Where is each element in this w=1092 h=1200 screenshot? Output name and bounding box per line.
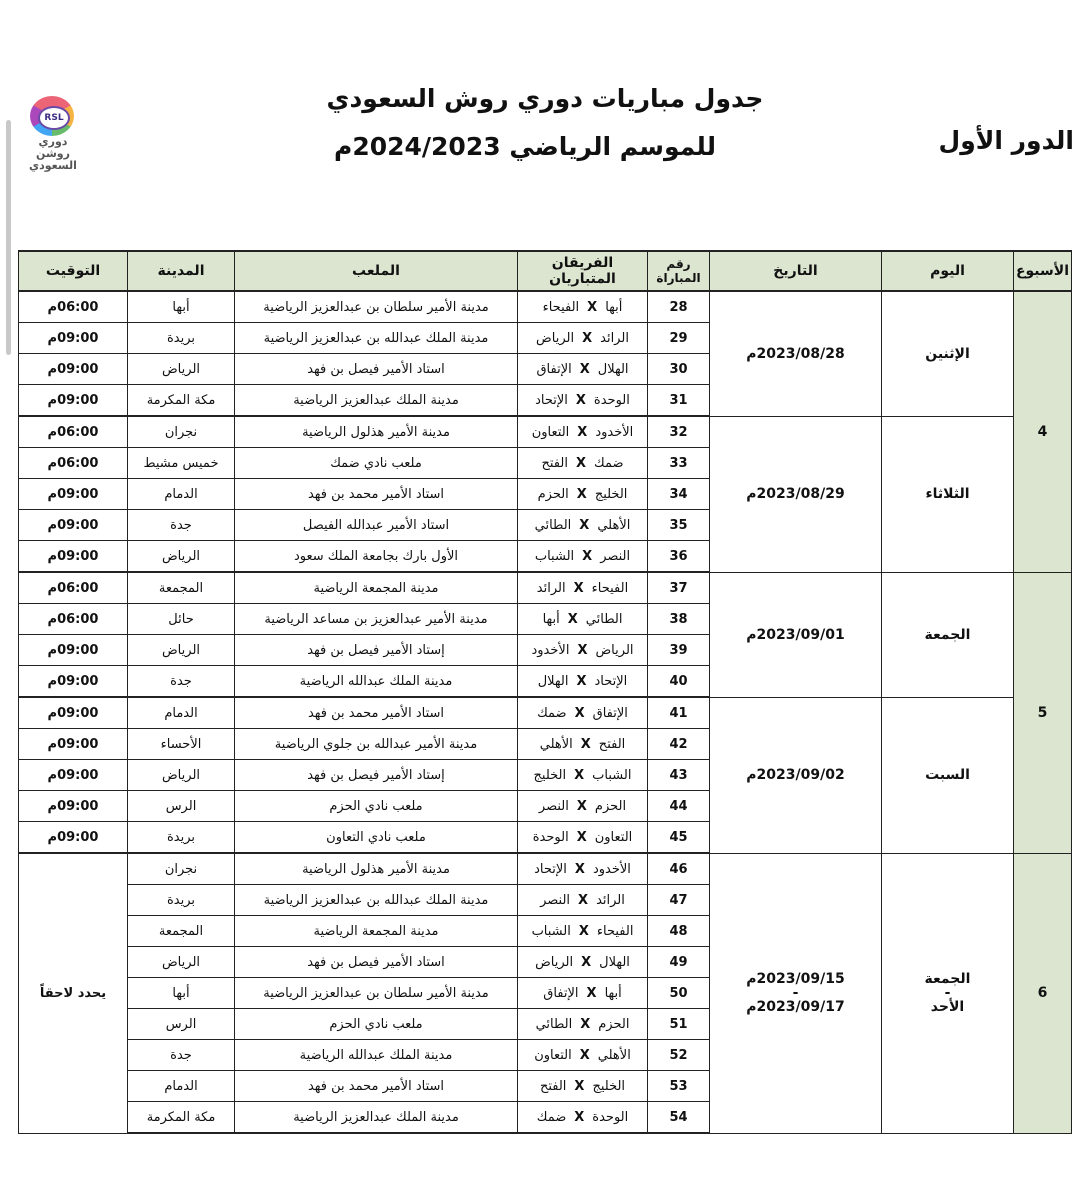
teams-cell	[518, 853, 648, 885]
time-cell: 09:00م	[19, 822, 128, 854]
stadium-cell: مدينة الأمير سلطان بن عبدالعزيز الرياضية	[235, 978, 518, 1009]
col-week: الأسبوع	[1014, 251, 1072, 291]
teams-cell	[518, 291, 648, 323]
home-team: الشباب	[592, 767, 632, 783]
match-number: 43	[648, 760, 710, 791]
home-team: الأخدود	[595, 424, 634, 440]
teams-cell	[518, 354, 648, 385]
stadium-cell: مدينة الملك عبدالله بن عبدالعزيز الرياضية	[235, 323, 518, 354]
city-cell: جدة	[128, 1040, 235, 1071]
city-cell: مكة المكرمة	[128, 385, 235, 417]
versus-mark: X	[574, 1078, 585, 1094]
away-team: التعاون	[531, 424, 570, 440]
home-team: الأخدود	[592, 861, 631, 877]
home-team: التعاون	[594, 829, 633, 845]
match-number: 54	[648, 1102, 710, 1134]
date-cell: 2023/08/29م	[710, 416, 882, 572]
city-cell: الرس	[128, 1009, 235, 1040]
versus-mark: X	[581, 954, 592, 970]
stadium-cell: ملعب نادي الحزم	[235, 791, 518, 822]
city-cell: جدة	[128, 510, 235, 541]
match-number: 36	[648, 541, 710, 573]
city-cell: خميس مشيط	[128, 448, 235, 479]
stadium-cell: استاد الأمير محمد بن فهد	[235, 479, 518, 510]
city-cell: جدة	[128, 666, 235, 698]
away-team: الهلال	[537, 673, 569, 689]
versus-mark: X	[580, 736, 591, 752]
teams-cell	[518, 885, 648, 916]
teams-cell	[518, 510, 648, 541]
stadium-cell: استاد الأمير فيصل بن فهد	[235, 354, 518, 385]
teams-cell	[518, 479, 648, 510]
time-cell: 06:00م	[19, 448, 128, 479]
teams-cell	[518, 448, 648, 479]
versus-mark: X	[578, 923, 589, 939]
away-team: الرياض	[535, 954, 574, 970]
match-number: 44	[648, 791, 710, 822]
time-cell: 09:00م	[19, 635, 128, 666]
home-team: الخليج	[592, 1078, 626, 1094]
city-cell: نجران	[128, 416, 235, 448]
city-cell: حائل	[128, 604, 235, 635]
match-number: 38	[648, 604, 710, 635]
stadium-cell: إستاد الأمير فيصل بن فهد	[235, 635, 518, 666]
round-label: الدور الأول	[938, 126, 1074, 155]
versus-mark: X	[579, 517, 590, 533]
logo-name: دوري روشن السعودي	[29, 135, 77, 172]
scrollbar[interactable]	[6, 120, 11, 355]
city-cell: الرس	[128, 791, 235, 822]
day-cell: السبت	[882, 697, 1014, 853]
table-row	[19, 853, 1072, 885]
table-row	[19, 697, 1072, 729]
time-cell: 09:00م	[19, 729, 128, 760]
match-number: 34	[648, 479, 710, 510]
stadium-cell: مدينة الملك عبدالله بن عبدالعزيز الرياضية	[235, 885, 518, 916]
away-team: ضمك	[536, 1109, 567, 1125]
time-cell: 06:00م	[19, 291, 128, 323]
col-date: التاريخ	[710, 251, 882, 291]
versus-mark: X	[582, 548, 593, 564]
away-team: النصر	[540, 892, 571, 908]
stadium-cell: استاد الأمير فيصل بن فهد	[235, 947, 518, 978]
stadium-cell: مدينة المجمعة الرياضية	[235, 572, 518, 604]
match-number: 50	[648, 978, 710, 1009]
teams-cell	[518, 1040, 648, 1071]
stadium-cell: مدينة الأمير عبدالعزيز بن مساعد الرياضية	[235, 604, 518, 635]
away-team: الرائد	[536, 580, 566, 596]
day-cell: الإثنين	[882, 291, 1014, 416]
away-team: الطائي	[535, 1016, 573, 1032]
teams-cell	[518, 323, 648, 354]
city-cell: المجمعة	[128, 572, 235, 604]
home-team: الخليج	[594, 486, 628, 502]
time-cell: 06:00م	[19, 604, 128, 635]
week-cell: 5	[1014, 572, 1072, 853]
away-team: التعاون	[534, 1047, 572, 1063]
stadium-cell: ملعب نادي التعاون	[235, 822, 518, 854]
match-number: 29	[648, 323, 710, 354]
home-team: الحزم	[598, 1016, 630, 1032]
versus-mark: X	[576, 829, 587, 845]
teams-cell	[518, 572, 648, 604]
home-team: الوحدة	[593, 392, 630, 408]
away-team: أبها	[542, 611, 560, 627]
away-team: الأهلي	[539, 736, 573, 752]
versus-mark: X	[577, 642, 588, 658]
stadium-cell: مدينة المجمعة الرياضية	[235, 916, 518, 947]
teams-cell	[518, 635, 648, 666]
teams-cell	[518, 760, 648, 791]
versus-mark: X	[578, 892, 589, 908]
home-team: الطائي	[585, 611, 623, 627]
versus-mark: X	[574, 1109, 585, 1125]
city-cell: المجمعة	[128, 916, 235, 947]
stadium-cell: مدينة الملك عبدالعزيز الرياضية	[235, 385, 518, 417]
stadium-cell: مدينة الملك عبدالله الرياضية	[235, 1040, 518, 1071]
match-number: 53	[648, 1071, 710, 1102]
date-cell: 2023/08/28م	[710, 291, 882, 416]
away-team: ضمك	[537, 705, 567, 721]
time-cell: 09:00م	[19, 510, 128, 541]
versus-mark: X	[579, 361, 590, 377]
teams-cell	[518, 822, 648, 854]
versus-mark: X	[576, 798, 587, 814]
match-number: 39	[648, 635, 710, 666]
home-team: الأهلي	[597, 1047, 631, 1063]
match-number: 47	[648, 885, 710, 916]
teams-cell	[518, 947, 648, 978]
away-team: الطائي	[534, 517, 572, 533]
date-cell: 2023/09/15م - 2023/09/17م	[710, 853, 882, 1133]
versus-mark: X	[574, 767, 585, 783]
match-number: 52	[648, 1040, 710, 1071]
col-teams: الفريقان المتباريان	[518, 251, 648, 291]
versus-mark: X	[575, 455, 586, 471]
versus-mark: X	[586, 985, 597, 1001]
away-team: الشباب	[534, 548, 575, 564]
day-cell: الجمعة	[882, 572, 1014, 697]
time-cell: 06:00م	[19, 572, 128, 604]
match-number: 51	[648, 1009, 710, 1040]
teams-cell	[518, 729, 648, 760]
teams-cell	[518, 541, 648, 573]
page-subtitle: للموسم الرياضي 2024/2023م	[334, 132, 716, 161]
stadium-cell: ملعب نادي ضمك	[235, 448, 518, 479]
away-team: الإتحاد	[534, 861, 567, 877]
time-cell: 09:00م	[19, 323, 128, 354]
away-team: الفتح	[541, 455, 568, 471]
away-team: الإتفاق	[543, 985, 579, 1001]
city-cell: الرياض	[128, 635, 235, 666]
away-team: الإتفاق	[536, 361, 572, 377]
versus-mark: X	[577, 424, 588, 440]
match-number: 49	[648, 947, 710, 978]
home-team: ضمك	[593, 455, 624, 471]
day-cell: الجمعة - الأحد	[882, 853, 1014, 1133]
col-match-number: رقم المباراة	[648, 251, 710, 291]
away-team: الشباب	[531, 923, 571, 939]
city-cell: مكة المكرمة	[128, 1102, 235, 1134]
rsl-logo	[24, 92, 82, 170]
city-cell: نجران	[128, 853, 235, 885]
home-team: الأهلي	[597, 517, 631, 533]
match-number: 41	[648, 697, 710, 729]
time-cell: 09:00م	[19, 385, 128, 417]
stadium-cell: مدينة الأمير هذلول الرياضية	[235, 416, 518, 448]
match-number: 48	[648, 916, 710, 947]
city-cell: بريدة	[128, 323, 235, 354]
time-cell: 09:00م	[19, 666, 128, 698]
teams-cell	[518, 791, 648, 822]
col-day: اليوم	[882, 251, 1014, 291]
time-cell: يحدد لاحقاً	[19, 853, 128, 1133]
versus-mark: X	[575, 392, 586, 408]
teams-cell	[518, 1071, 648, 1102]
home-team: الإتفاق	[592, 705, 628, 721]
versus-mark: X	[587, 299, 598, 315]
away-team: الإتحاد	[535, 392, 568, 408]
col-city: المدينة	[128, 251, 235, 291]
day-cell: الثلاثاء	[882, 416, 1014, 572]
teams-cell	[518, 978, 648, 1009]
table-header-row	[19, 251, 1072, 291]
city-cell: بريدة	[128, 822, 235, 854]
time-cell: 09:00م	[19, 791, 128, 822]
versus-mark: X	[574, 705, 585, 721]
city-cell: الأحساء	[128, 729, 235, 760]
stadium-cell: مدينة الملك عبدالعزيز الرياضية	[235, 1102, 518, 1134]
stadium-cell: ملعب نادي الحزم	[235, 1009, 518, 1040]
home-team: الرياض	[595, 642, 634, 658]
city-cell: أبها	[128, 291, 235, 323]
time-cell: 06:00م	[19, 416, 128, 448]
teams-cell	[518, 385, 648, 417]
stadium-cell: استاد الأمير محمد بن فهد	[235, 697, 518, 729]
teams-cell	[518, 666, 648, 698]
city-cell: الرياض	[128, 354, 235, 385]
match-number: 46	[648, 853, 710, 885]
time-cell: 09:00م	[19, 541, 128, 573]
stadium-cell: مدينة الملك عبدالله الرياضية	[235, 666, 518, 698]
match-number: 30	[648, 354, 710, 385]
date-cell: 2023/09/02م	[710, 697, 882, 853]
teams-cell	[518, 916, 648, 947]
page-title: جدول مباريات دوري روش السعودي	[326, 84, 764, 113]
match-number: 33	[648, 448, 710, 479]
city-cell: الرياض	[128, 541, 235, 573]
week-cell: 6	[1014, 853, 1072, 1133]
city-cell: الدمام	[128, 479, 235, 510]
home-team: الهلال	[599, 954, 630, 970]
versus-mark: X	[574, 861, 585, 877]
versus-mark: X	[573, 580, 584, 596]
teams-cell	[518, 1102, 648, 1134]
city-cell: الرياض	[128, 760, 235, 791]
versus-mark: X	[579, 1047, 590, 1063]
home-team: الرائد	[600, 330, 629, 346]
col-stadium: الملعب	[235, 251, 518, 291]
home-team: الوحدة	[592, 1109, 629, 1125]
teams-cell	[518, 604, 648, 635]
city-cell: بريدة	[128, 885, 235, 916]
week-cell: 4	[1014, 291, 1072, 572]
stadium-cell: استاد الأمير محمد بن فهد	[235, 1071, 518, 1102]
table-row	[19, 416, 1072, 448]
col-time: التوقيت	[19, 251, 128, 291]
away-team: الوحدة	[532, 829, 569, 845]
home-team: الفتح	[598, 736, 626, 752]
match-number: 31	[648, 385, 710, 417]
table-row	[19, 572, 1072, 604]
home-team: الفيحاء	[591, 580, 629, 596]
away-team: الأخدود	[531, 642, 570, 658]
city-cell: الدمام	[128, 697, 235, 729]
home-team: الإتحاد	[594, 673, 628, 689]
versus-mark: X	[580, 1016, 591, 1032]
away-team: الحزم	[537, 486, 569, 502]
match-number: 42	[648, 729, 710, 760]
versus-mark: X	[576, 673, 587, 689]
city-cell: الرياض	[128, 947, 235, 978]
match-number: 40	[648, 666, 710, 698]
match-number: 35	[648, 510, 710, 541]
home-team: الرائد	[596, 892, 625, 908]
home-team: الفيحاء	[596, 923, 634, 939]
home-team: أبها	[604, 985, 622, 1001]
match-number: 45	[648, 822, 710, 854]
logo-abbrev: RSL	[38, 106, 70, 130]
home-team: الهلال	[597, 361, 629, 377]
away-team: الرياض	[536, 330, 575, 346]
stadium-cell: استاد الأمير عبدالله الفيصل	[235, 510, 518, 541]
stadium-cell: مدينة الأمير سلطان بن عبدالعزيز الرياضية	[235, 291, 518, 323]
versus-mark: X	[576, 486, 587, 502]
table-row	[19, 291, 1072, 323]
time-cell: 09:00م	[19, 354, 128, 385]
time-cell: 09:00م	[19, 760, 128, 791]
teams-cell	[518, 697, 648, 729]
teams-cell	[518, 416, 648, 448]
home-team: الحزم	[594, 798, 627, 814]
away-team: الفيحاء	[542, 299, 580, 315]
away-team: الفتح	[539, 1078, 567, 1094]
time-cell: 09:00م	[19, 479, 128, 510]
match-number: 28	[648, 291, 710, 323]
time-cell: 09:00م	[19, 697, 128, 729]
home-team: أبها	[605, 299, 623, 315]
date-cell: 2023/09/01م	[710, 572, 882, 697]
match-number: 32	[648, 416, 710, 448]
city-cell: الدمام	[128, 1071, 235, 1102]
city-cell: أبها	[128, 978, 235, 1009]
fixtures-table	[18, 250, 1072, 1134]
stadium-cell: الأول بارك بجامعة الملك سعود	[235, 541, 518, 573]
versus-mark: X	[567, 611, 578, 627]
away-team: الخليج	[533, 767, 567, 783]
stadium-cell: مدينة الأمير عبدالله بن جلوي الرياضية	[235, 729, 518, 760]
match-number: 37	[648, 572, 710, 604]
versus-mark: X	[582, 330, 593, 346]
teams-cell	[518, 1009, 648, 1040]
away-team: النصر	[538, 798, 569, 814]
home-team: النصر	[600, 548, 631, 564]
stadium-cell: إستاد الأمير فيصل بن فهد	[235, 760, 518, 791]
stadium-cell: مدينة الأمير هذلول الرياضية	[235, 853, 518, 885]
